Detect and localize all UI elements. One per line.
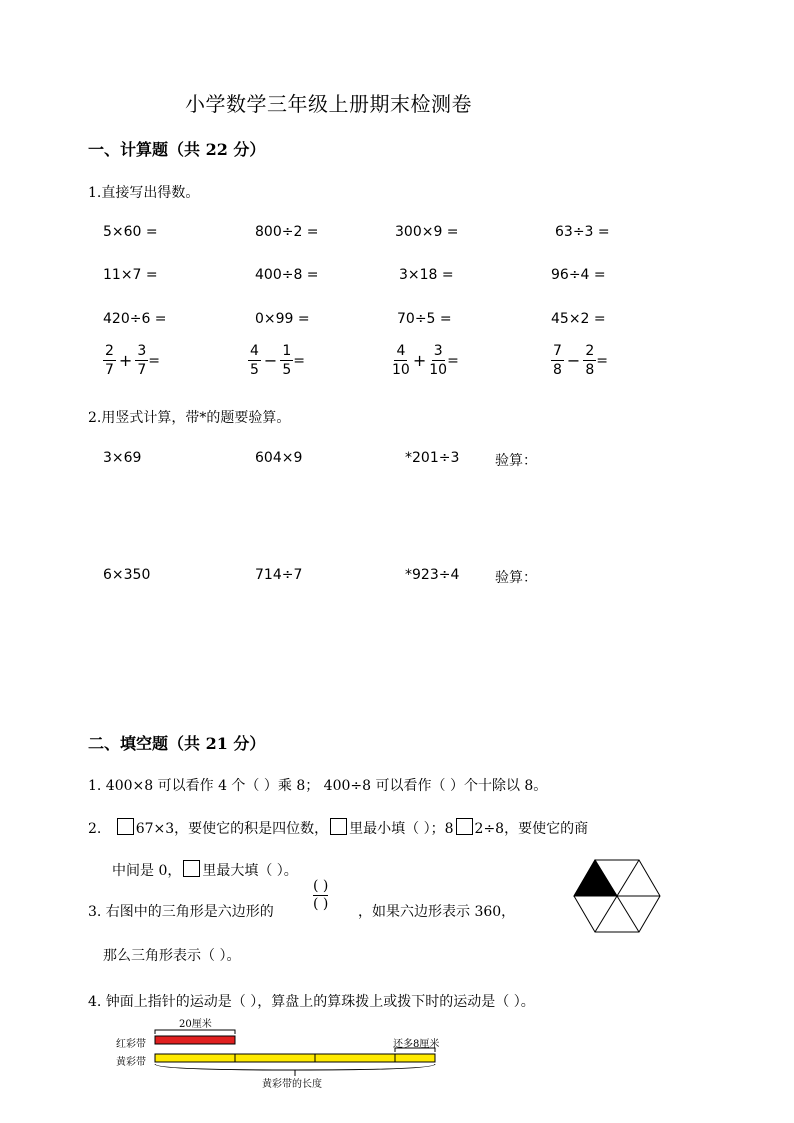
fraction-expression: $\frac{4}{10}$ + $\frac{3}{10}$ = [392,343,459,378]
vertical-calc-item: 6×350 [103,567,151,583]
fraction: $\frac{3}{7}$ [137,343,147,378]
fraction: $\frac{2}{8}$ [585,343,595,378]
blank-fraction[interactable]: ( ) ( ) [313,878,329,912]
fill-question-2: 2. 67×3，要使它的积是四位数， 里最小填（ ）；8 2÷8，要使它的商 [88,818,588,838]
ribbon-diagram [150,1024,450,1080]
calc-item: 70÷5 = [397,311,452,327]
question-1-label: 1.直接写出得数。 [88,185,200,201]
blank-box[interactable] [456,818,473,835]
fraction-expression: $\frac{7}{8}$ − $\frac{2}{8}$ = [553,343,608,378]
vertical-calc-item: *923÷4 [405,567,460,583]
fill-question-3-line2: 那么三角形表示（ ）。 [103,948,241,964]
fill-question-3-cont: ，如果六边形表示 360， [358,904,516,920]
fraction: $\frac{7}{8}$ [553,343,562,378]
calc-item: 400÷8 = [255,267,319,283]
calc-item: 45×2 = [551,311,606,327]
red-ribbon-label: 红彩带 [116,1039,146,1050]
vertical-calc-item: 714÷7 [255,567,303,583]
fraction-expression: $\frac{4}{5}$ − $\frac{1}{5}$ = [250,343,305,378]
vertical-calc-item: 3×69 [103,450,142,466]
calc-item: 63÷3 = [555,224,610,240]
calc-item: 420÷6 = [103,311,167,327]
section-1-heading: 一、计算题（共 22 分） [88,140,266,159]
page-title: 小学数学三年级上册期末检测卷 [185,92,472,116]
blank-box[interactable] [330,818,347,835]
vertical-calc-item: *201÷3 [405,450,460,466]
verify-label: 验算： [495,570,537,586]
yellow-ribbon [155,1054,435,1062]
fraction: $\frac{3}{10}$ [429,343,448,378]
section-2-heading: 二、填空题（共 21 分） [88,734,266,753]
calc-item: 300×9 = [395,224,459,240]
fraction: $\frac{4}{5}$ [250,343,259,378]
fraction: $\frac{2}{7}$ [105,343,114,378]
calc-item: 3×18 = [399,267,454,283]
fraction: $\frac{4}{10}$ [392,343,410,378]
calc-item: 0×99 = [255,311,310,327]
verify-label: 验算： [495,453,537,469]
blank-box[interactable] [117,818,134,835]
vertical-calc-item: 604×9 [255,450,303,466]
top-measure-label: 20厘米 [179,1019,212,1030]
fill-question-4: 4. 钟面上指针的运动是（ ），算盘上的算珠拨上或拨下时的运动是（ ）。 [88,994,535,1010]
red-ribbon [155,1036,235,1044]
question-2-label: 2.用竖式计算，带*的题要验算。 [88,410,291,426]
fraction: $\frac{1}{5}$ [282,343,292,378]
fill-question-2-line2: 中间是 0， 里最大填（ ）。 [112,860,298,880]
calc-item: 800÷2 = [255,224,319,240]
calc-item: 11×7 = [103,267,158,283]
fill-question-1: 1. 400×8 可以看作 4 个（ ）乘 8； 400÷8 可以看作（ ）个十除以 8。 [88,778,548,794]
hexagon-figure [572,858,662,934]
bottom-measure-label: 黄彩带的长度 [262,1079,322,1090]
yellow-ribbon-label: 黄彩带 [116,1057,146,1068]
blank-box[interactable] [183,860,200,877]
fraction-expression: $\frac{2}{7}$ + $\frac{3}{7}$ = [105,343,160,378]
right-measure-label: 还多8厘米 [393,1039,440,1050]
fill-question-3: 3. 右图中的三角形是六边形的 [88,904,274,920]
calc-item: 5×60 = [103,224,158,240]
calc-item: 96÷4 = [551,267,606,283]
